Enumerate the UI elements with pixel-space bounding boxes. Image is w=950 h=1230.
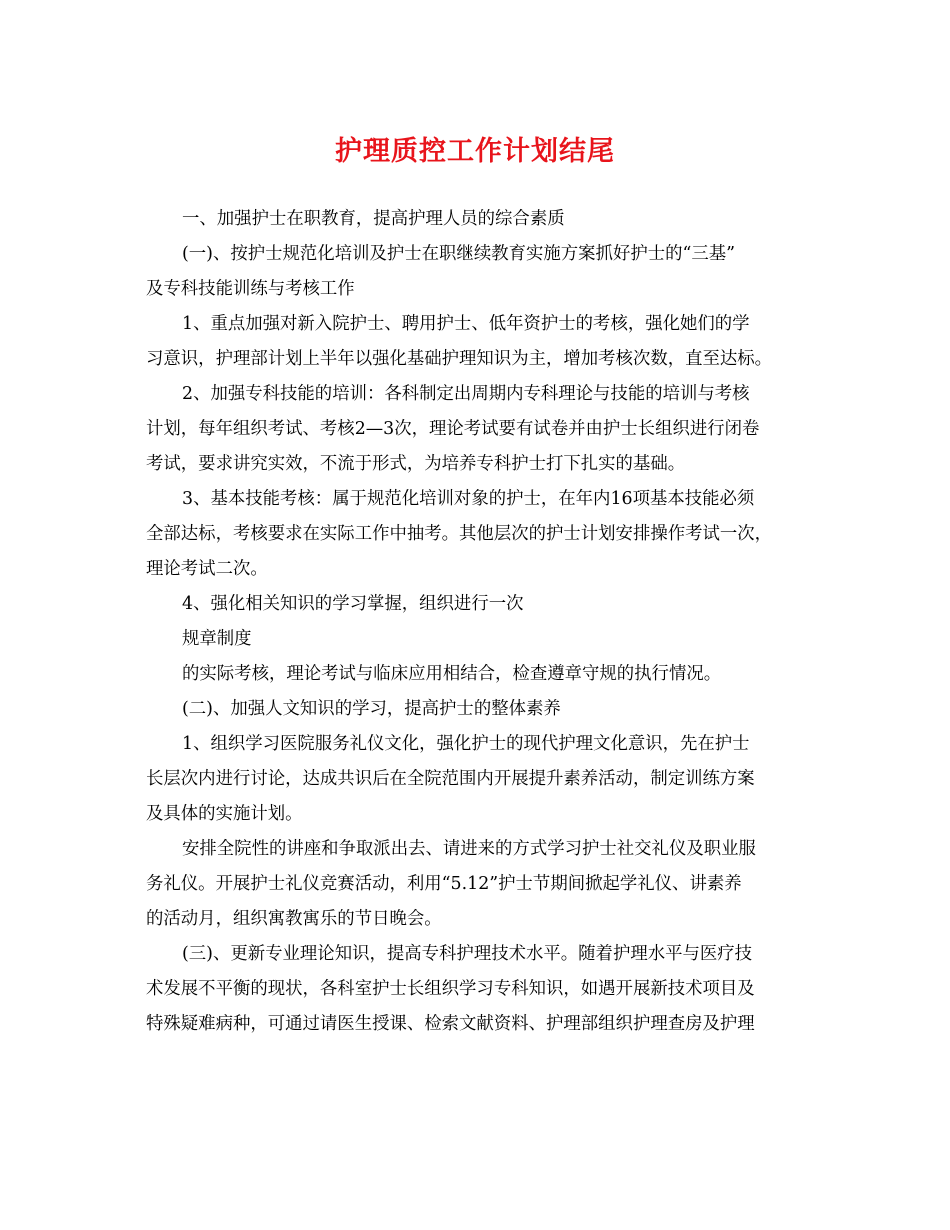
paragraph-line: 3、基本技能考核：属于规范化培训对象的护士，在年内16项基本技能必须 [182, 489, 755, 509]
paragraph-line: 及具体的实施计划。 [146, 804, 303, 824]
paragraph-line: 理论考试二次。 [146, 559, 268, 579]
paragraph-line: 2、加强专科技能的培训：各科制定出周期内专科理论与技能的培训与考核 [182, 384, 750, 404]
paragraph-line: 术发展不平衡的现状，各科室护士长组织学习专科知识，如遇开展新技术项目及 [146, 979, 755, 999]
paragraph-line: 4、强化相关知识的学习掌握，组织进行一次 [182, 594, 524, 614]
paragraph-line: 务礼仪。开展护士礼仪竞赛活动，利用“5.12”护士节期间掀起学礼仪、讲素养 [146, 874, 742, 894]
paragraph-line: 及专科技能训练与考核工作 [146, 279, 355, 299]
paragraph-line: 1、重点加强对新入院护士、聘用护士、低年资护士的考核，强化她们的学 [182, 314, 750, 334]
paragraph-line: 规章制度 [182, 629, 252, 649]
document-title: 护理质控工作计划结尾 [335, 136, 615, 167]
paragraph-line: (一)、按护士规范化培训及护士在职继续教育实施方案抓好护士的“三基” [182, 244, 736, 264]
paragraph-line: 一、加强护士在职教育，提高护理人员的综合素质 [182, 209, 565, 229]
paragraph-line: 考试，要求讲究实效，不流于形式，为培养专科护士打下扎实的基础。 [146, 454, 686, 474]
paragraph-line: 长层次内进行讨论，达成共识后在全院范围内开展提升素养活动，制定训练方案 [146, 769, 755, 789]
paragraph-line: 1、组织学习医院服务礼仪文化，强化护士的现代护理文化意识，先在护士 [182, 734, 750, 754]
paragraph-line: 全部达标，考核要求在实际工作中抽考。其他层次的护士计划安排操作考试一次， [146, 524, 773, 544]
paragraph-line: 的活动月，组织寓教寓乐的节日晚会。 [146, 909, 442, 929]
paragraph-line: (二)、加强人文知识的学习，提高护士的整体素养 [182, 699, 561, 719]
paragraph-line: 安排全院性的讲座和争取派出去、请进来的方式学习护士社交礼仪及职业服 [182, 839, 756, 859]
paragraph-line: 的实际考核，理论考试与临床应用相结合，检查遵章守规的执行情况。 [182, 664, 722, 684]
paragraph-line: 计划，每年组织考试、考核2—3次，理论考试要有试卷并由护士长组织进行闭卷 [146, 419, 760, 439]
paragraph-line: 特殊疑难病种，可通过请医生授课、检索文献资料、护理部组织护理查房及护理 [146, 1014, 755, 1034]
paragraph-line: (三)、更新专业理论知识，提高专科护理技术水平。随着护理水平与医疗技 [182, 944, 753, 964]
paragraph-line: 习意识，护理部计划上半年以强化基础护理知识为主，增加考核次数，直至达标。 [146, 349, 773, 369]
